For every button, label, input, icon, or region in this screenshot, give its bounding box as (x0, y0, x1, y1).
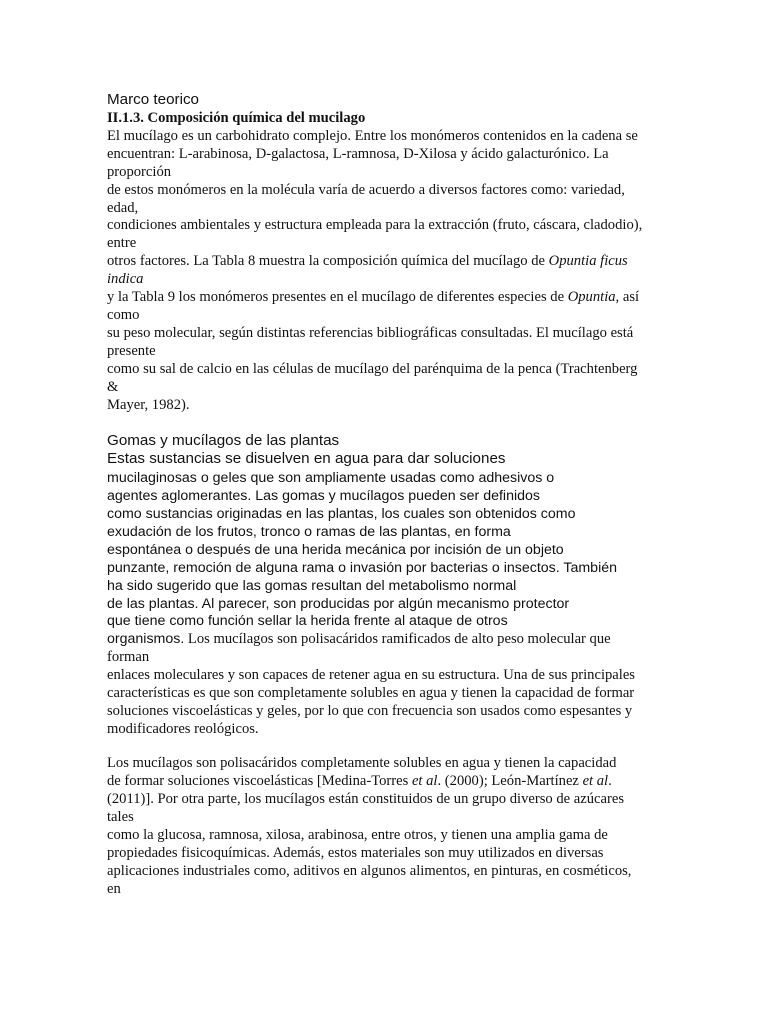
species-name: indica (107, 271, 144, 287)
subheading-composicion: II.1.3. Composición química del mucilago (107, 110, 366, 126)
text-line: agentes aglomerantes. Las gomas y mucílagos pueden ser definidos (107, 488, 540, 504)
text-run: de formar soluciones viscoelásticas [Medina-Torres (107, 773, 412, 789)
text-line: modificadores reológicos. (107, 721, 259, 737)
text-line: condiciones ambientales y estructura empleada para la extracción (fruto, cáscara, cladodio), (107, 217, 643, 233)
text-line (107, 288, 639, 306)
text-run: . (2000); León-Martínez (437, 773, 583, 789)
text-run: otros factores. La Tabla 8 muestra la composición química del mucílago de (107, 253, 549, 269)
text-line: como (107, 307, 140, 323)
text-run: Los mucílagos son polisacáridos ramificados de alto peso molecular que (184, 631, 611, 647)
text-run: así (619, 289, 640, 305)
text-line: tales (107, 809, 134, 825)
text-line: Los mucílagos son polisacáridos completamente solubles en agua y tienen la capacidad (107, 755, 617, 771)
text-line: mucilaginosas o geles que son ampliamente usadas como adhesivos o (107, 470, 555, 486)
text-line: encuentran: L-arabinosa, D-galactosa, L-ramnosa, D-Xilosa y ácido galacturónico. La (107, 146, 609, 162)
text-line: como la glucosa, ramnosa, xilosa, arabinosa, entre otros, y tienen una amplia gama de (107, 827, 608, 843)
text-run: y la Tabla 9 los monómeros presentes en el mucílago de diferentes especies de (107, 289, 568, 305)
text-line: presente (107, 343, 156, 359)
text-line (107, 630, 611, 648)
species-name: Opuntia ficus (548, 253, 628, 269)
text-line (107, 772, 612, 790)
text-line: ha sido sugerido que las gomas resultan del metabolismo normal (107, 578, 517, 594)
citation-etal: et al (411, 773, 438, 789)
heading-gomas-mucilagos: Gomas y mucílagos de las plantas (107, 432, 340, 449)
text-line: punzante, remoción de alguna rama o invasión por bacterias o insectos. También (107, 560, 618, 576)
text-line: de estos monómeros en la molécula varía de acuerdo a diversos factores como: variedad, (107, 182, 625, 198)
citation-etal: et al (582, 773, 609, 789)
text-line: soluciones viscoelásticas y geles, por lo que con frecuencia son usados como espesantes y (107, 703, 633, 719)
text-line: Mayer, 1982). (107, 397, 190, 413)
text-line: propiedades fisicoquímicas. Además, estos materiales son muy utilizados en diversas (107, 845, 604, 861)
genus-name: Opuntia, (567, 289, 620, 305)
text-line: exudación de los frutos, tronco o ramas de las plantas, en forma (107, 524, 511, 540)
text-line: (2011)]. Por otra parte, los mucílagos están constituidos de un grupo diverso de azúcares (107, 791, 624, 807)
text-line: como sustancias originadas en las plantas, los cuales son obtenidos como (107, 506, 576, 522)
text-line: como su sal de calcio en las células de mucílago del parénquima de la penca (Trachtenberg (107, 361, 638, 377)
text-line (107, 252, 628, 270)
text-line: que tiene como función sellar la herida frente al ataque de otros (107, 613, 508, 629)
text-line: Estas sustancias se disuelven en agua para dar soluciones (107, 450, 506, 467)
text-run: . (608, 773, 612, 789)
text-line: forman (107, 649, 150, 665)
text-line: de las plantas. Al parecer, son producidas por algún mecanismo protector (107, 596, 570, 612)
text-line: en (107, 881, 121, 897)
text-line: características es que son completamente solubles en agua y tienen la capacidad de formar (107, 685, 635, 701)
text-run: organismos. (107, 631, 185, 647)
text-line: edad, (107, 200, 139, 216)
text-line: entre (107, 235, 137, 251)
text-line: & (107, 379, 119, 395)
text-line: El mucílago es un carbohidrato complejo. Entre los monómeros contenidos en la cadena se (107, 128, 638, 144)
text-line: espontánea o después de una herida mecánica por incisión de un objeto (107, 542, 564, 558)
text-line: su peso molecular, según distintas referencias bibliográficas consultadas. El mucílago está (107, 325, 634, 341)
text-line: proporción (107, 164, 172, 180)
text-line: enlaces moleculares y son capaces de retener agua en su estructura. Una de sus principales (107, 667, 635, 683)
heading-marco-teorico: Marco teorico (107, 91, 200, 108)
text-line: aplicaciones industriales como, aditivos en algunos alimentos, en pinturas, en cosméticos, (107, 863, 632, 879)
